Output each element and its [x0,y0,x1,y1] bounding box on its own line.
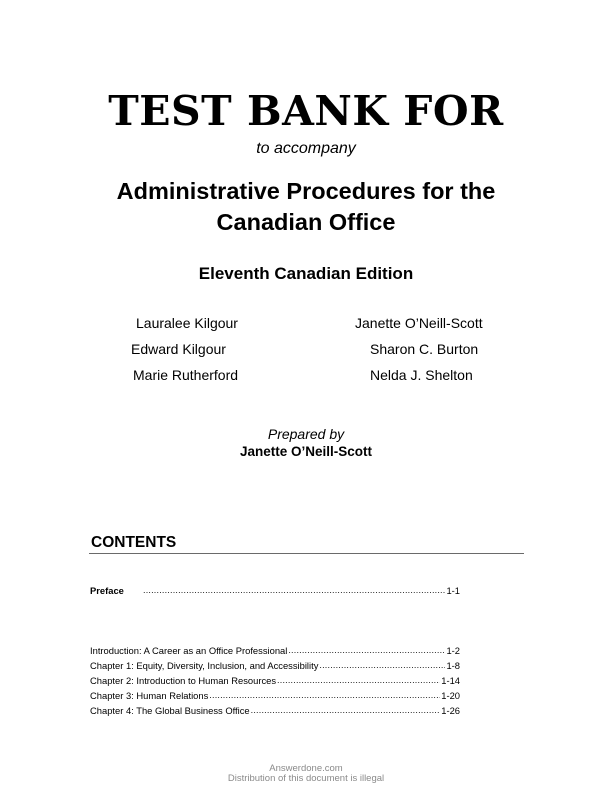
toc-entry-page: 1-26 [441,705,460,716]
author-left-3: Marie Rutherford [133,367,239,383]
accompany-subtitle: to accompany [256,140,356,157]
toc-leader-dots [209,689,440,702]
author-left-1: Lauralee Kilgour [136,315,238,331]
prepared-by-label: Prepared by [267,426,345,442]
toc-leader-dots [277,674,440,687]
toc-row[interactable] [90,644,460,657]
test-bank-title: TEST BANK FOR [108,87,504,135]
toc-row[interactable] [90,689,460,702]
toc-preface-page: 1-1 [446,585,460,596]
book-title [0,176,612,238]
toc-entry-page: 1-8 [446,660,460,671]
toc-entry-page: 1-2 [446,645,460,656]
toc-row[interactable] [90,659,460,672]
preparer-name: Janette O’Neill-Scott [239,444,373,459]
author-right-2: Sharon C. Burton [370,341,479,357]
toc-entry-page: 1-14 [441,675,460,686]
toc-leader-dots [143,584,445,597]
toc-leader-dots [288,644,445,657]
author-right-1: Janette O’Neill-Scott [355,315,483,331]
book-title-line-1: Administrative Procedures for the [116,178,496,204]
toc-row[interactable] [90,674,460,687]
footer-site: Answerdone.com [269,763,343,774]
book-title-line-2: Canadian Office [216,209,396,235]
toc-entry-label: Chapter 2: Introduction to Human Resources [90,675,277,686]
toc-preface-row[interactable] [90,584,460,597]
toc-entry-label: Introduction: A Career as an Office Professional [90,645,288,656]
contents-heading: CONTENTS [91,534,177,551]
toc-entry-label: Chapter 3: Human Relations [90,690,209,701]
toc-leader-dots [319,659,445,672]
toc-entry-page: 1-20 [441,690,460,701]
author-right-3: Nelda J. Shelton [370,367,473,383]
toc-leader-dots [251,704,441,717]
footer-notice: Distribution of this document is illegal [227,773,385,784]
edition-label: Eleventh Canadian Edition [198,264,414,283]
toc-preface-label: Preface [90,585,124,596]
toc-entry-label: Chapter 4: The Global Business Office [90,705,250,716]
toc-entry-label: Chapter 1: Equity, Diversity, Inclusion, and Accessibility [90,660,319,671]
toc-row[interactable] [90,704,460,717]
author-left-2: Edward Kilgour [131,341,226,357]
contents-divider [89,553,524,554]
